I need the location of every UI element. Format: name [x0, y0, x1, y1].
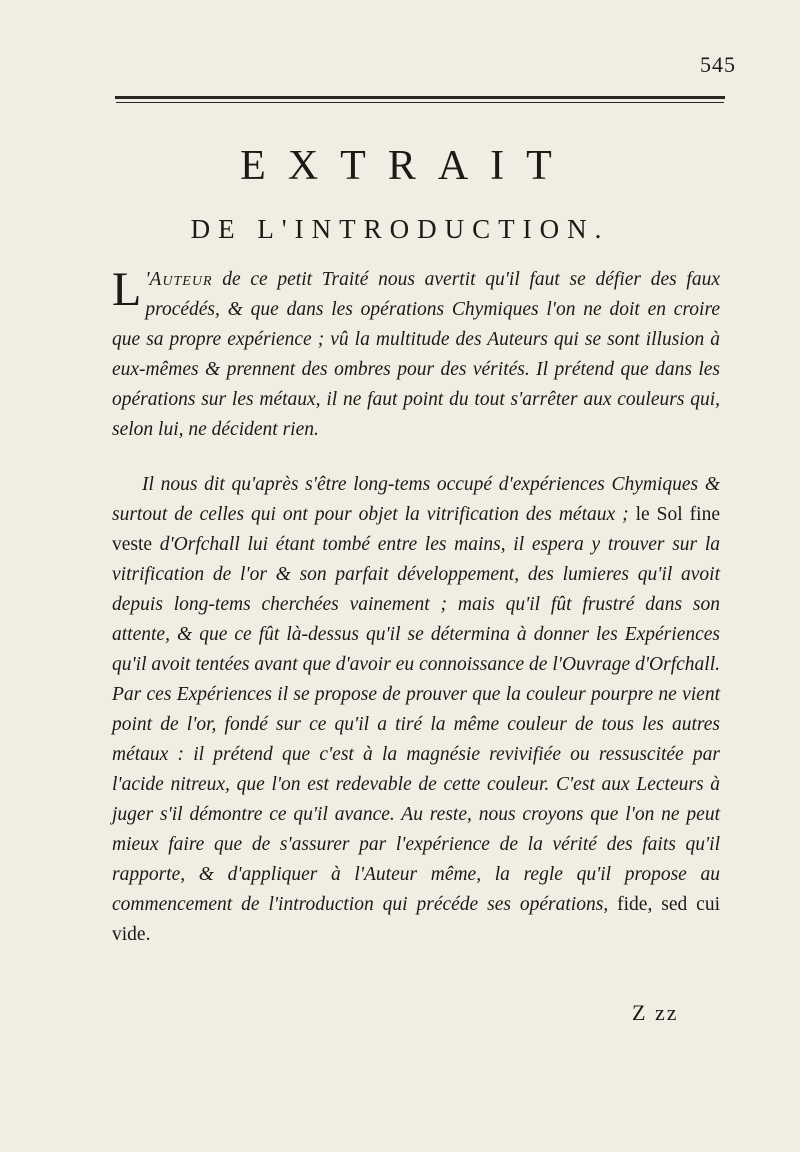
- apostrophe: ': [145, 269, 150, 290]
- section-title: EXTRAIT: [240, 143, 574, 189]
- author-word: Auteur: [149, 269, 213, 290]
- paragraph-2-part-a: Il nous dit qu'après s'être long-tems occupé d'expériences Chymiques & surtout de celles qui ont pour objet la vitrification des métaux ;: [112, 474, 720, 525]
- paragraph-2-part-d: fide, sed cui vide.: [112, 894, 720, 945]
- paragraph-1-text: de ce petit Traité nous avertit qu'il faut se défier des faux procédés, & que dans les opérations Chymiques l'on ne doit en croire que sa propre expérience ; vû la multitude des Auteurs qui se sont illusion à eux-mêmes & prennent des ombres pour des vérités. Il prétend que dans les opérations sur les métaux, il ne faut point du tout s'arrêter aux couleurs qui, selon lui, ne décident rien.: [112, 269, 720, 440]
- section-subtitle: DE L'INTRODUCTION.: [190, 214, 610, 244]
- drop-cap: L: [112, 263, 142, 316]
- paragraph-2: [112, 470, 720, 950]
- text-body: [112, 265, 720, 950]
- paragraph-2-part-b: le Sol fine veste: [112, 504, 720, 555]
- page-number: 545: [700, 52, 736, 77]
- header-rule: [115, 96, 725, 99]
- signature-mark: Z zz: [632, 1000, 679, 1025]
- paragraph-1: [112, 265, 720, 445]
- paragraph-2-part-c: d'Orfchall lui étant tombé entre les mains, il espera y trouver sur la vitrification de l'or & son parfait développement, des lumieres qu'il avoit depuis long-tems cherchées vainement ; mais qu'il fût frustré dans son attente, & que ce fût là-dessus qu'il se détermina à donner les Expériences qu'il avoit tentées avant que d'avoir eu connoissance de l'Ouvrage d'Orfchall. Par ces Expériences il se propose de prouver que la couleur pourpre ne vient point de l'or, fondé sur ce qu'il a tiré la même couleur de tous les autres métaux : il prétend que c'est à la magnésie revivifiée ou ressuscitée par l'acide nitreux, que l'on est redevable de cette couleur. C'est aux Lecteurs à juger s'il démontre ce qu'il avance. Au reste, nous croyons que l'on ne peut mieux faire que de s'assurer par l'expérience de la vérité des faits qu'il rapporte, & d'appliquer à l'Auteur même, la regle qu'il propose au commencement de l'introduction qui précéde ses opérations,: [112, 534, 720, 915]
